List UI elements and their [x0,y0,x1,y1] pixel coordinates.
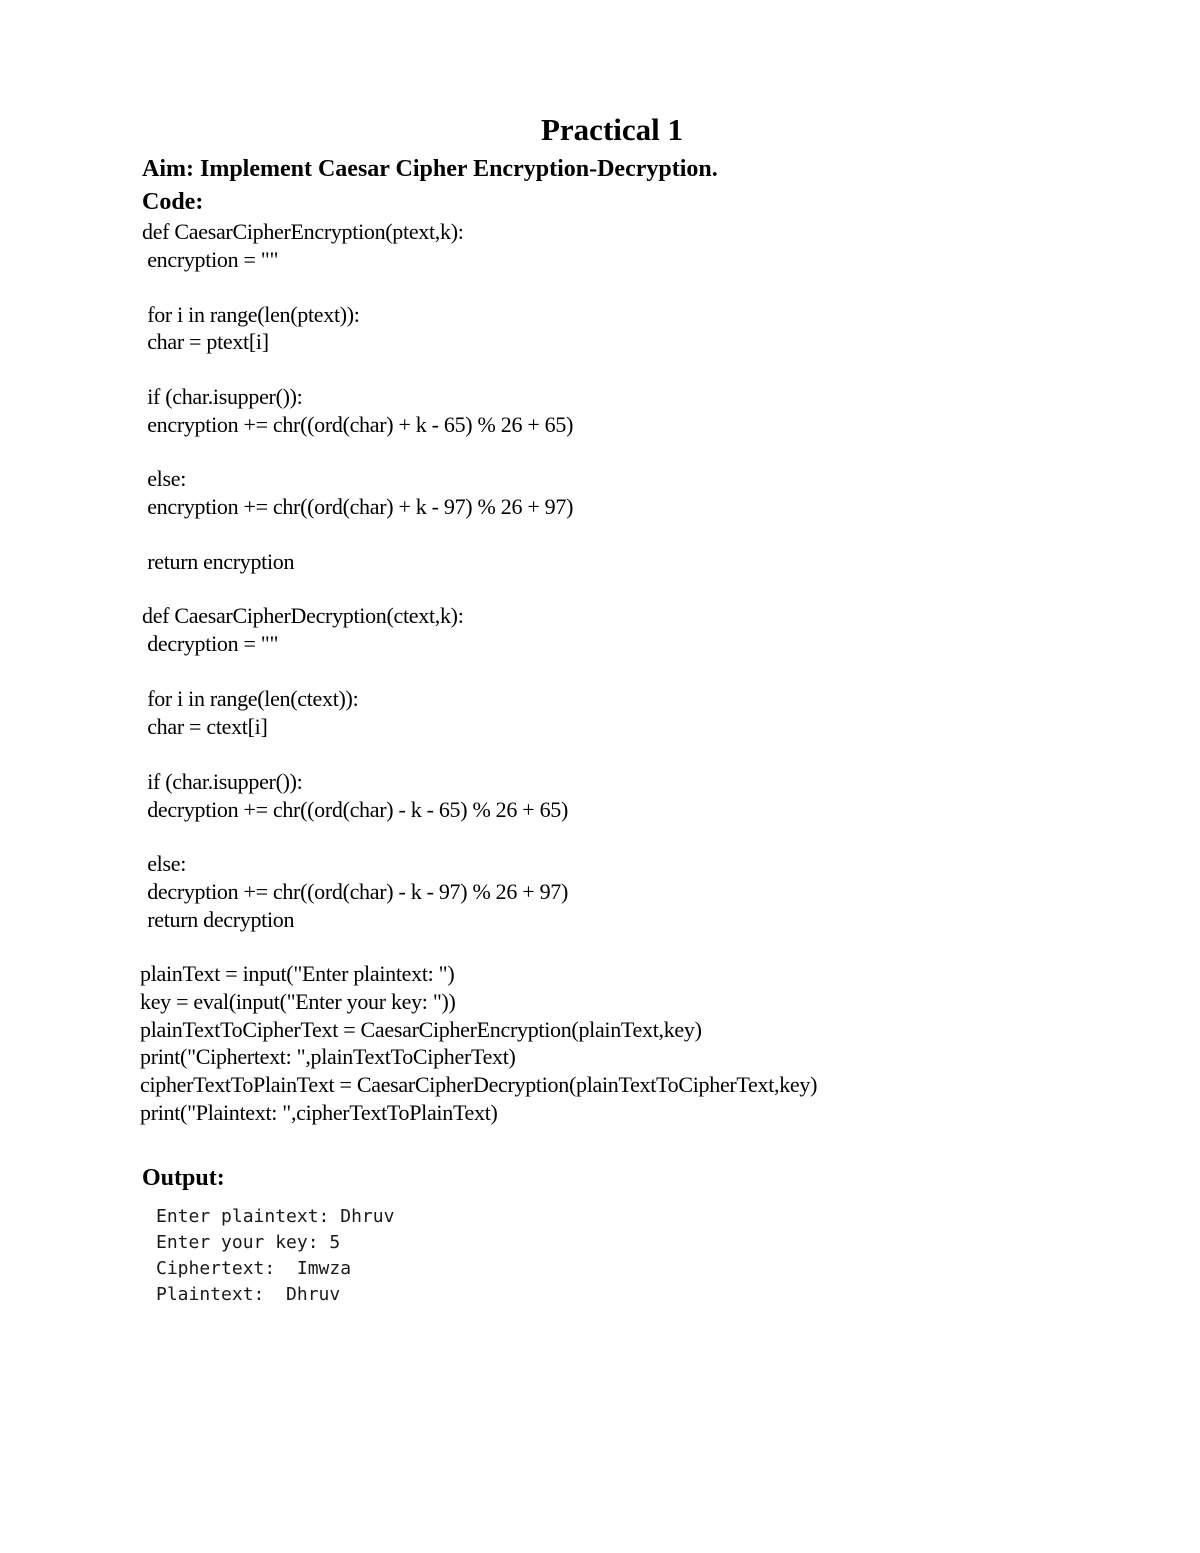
code-label: Code: [142,189,204,215]
code-line: if (char.isupper()): [142,769,303,794]
console-output-screenshot [150,1202,510,1312]
code-line: return decryption [142,907,295,932]
code-line: else: [142,851,187,876]
code-line: def CaesarCipherEncryption(ptext,k): [142,219,464,244]
code-line: cipherTextToPlainText = CaesarCipherDecryption(plainTextToCipherText,key) [140,1072,818,1097]
code-line: def CaesarCipherDecryption(ctext,k): [142,603,464,628]
code-line: decryption += chr((ord(char) - k - 65) % 26 + 65) [142,797,569,822]
code-line: char = ptext[i] [142,329,269,354]
code-line: print("Plaintext: ",cipherTextToPlainText) [140,1100,498,1125]
code-line: decryption = "" [142,631,279,656]
code-line: plainText = input("Enter plaintext: ") [140,961,455,986]
code-line: print("Ciphertext: ",plainTextToCipherText) [140,1044,516,1069]
console-line: Enter your key: 5 [156,1232,341,1253]
output-label: Output: [142,1165,225,1191]
code-line: plainTextToCipherText = CaesarCipherEncryption(plainText,key) [140,1017,702,1042]
code-line: encryption += chr((ord(char) + k - 65) % 26 + 65) [142,412,574,437]
code-line: for i in range(len(ctext)): [142,686,359,711]
aim-heading: Aim: Implement Caesar Cipher Encryption-Decryption. [142,156,718,182]
code-line: else: [142,466,187,491]
page-title: Practical 1 [540,112,683,147]
console-line: Ciphertext: Imwza [156,1258,352,1279]
console-line: Plaintext: Dhruv [156,1284,341,1305]
console-line: Enter plaintext: Dhruv [156,1206,395,1227]
code-line: encryption += chr((ord(char) + k - 97) % 26 + 97) [142,494,574,519]
code-line: return encryption [142,549,295,574]
code-line: for i in range(len(ptext)): [142,302,360,327]
code-line: if (char.isupper()): [142,384,303,409]
code-line: key = eval(input("Enter your key: ")) [140,989,456,1014]
code-line: decryption += chr((ord(char) - k - 97) % 26 + 97) [142,879,569,904]
code-line: encryption = "" [142,247,279,272]
code-line: char = ctext[i] [142,714,268,739]
